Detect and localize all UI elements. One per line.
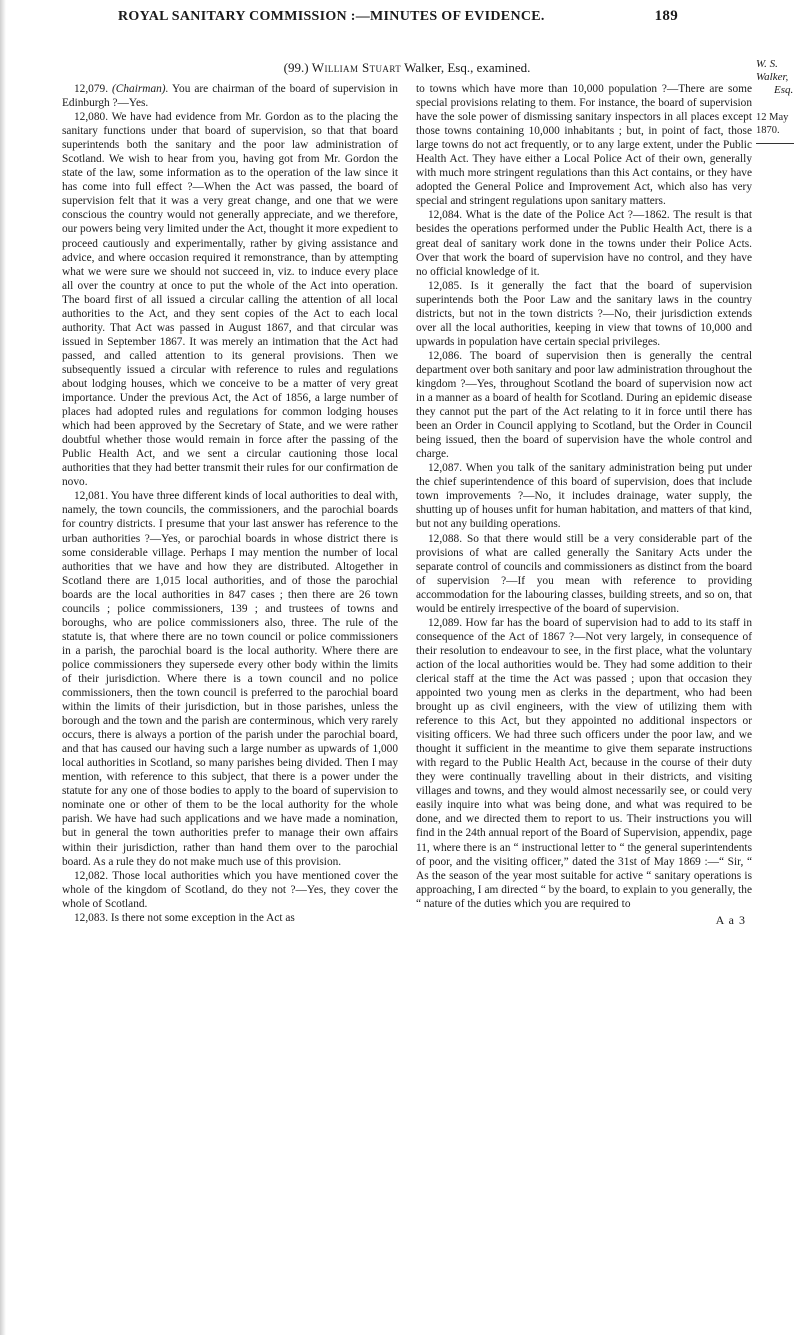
witness-number: (99.) bbox=[283, 60, 309, 75]
margin-witness-title: Esq. bbox=[774, 84, 794, 96]
speaker-label: (Chairman). bbox=[112, 83, 169, 95]
question-number: 12,088. bbox=[428, 532, 463, 545]
left-column bbox=[62, 82, 398, 927]
witness-rest: Walker, Esq., examined. bbox=[404, 60, 531, 75]
paragraph bbox=[416, 349, 752, 461]
text-columns bbox=[62, 82, 752, 927]
paragraph-text: When you talk of the sanitary administration being put under the chief superintendence of this board of supervision, does that include town improvements ?—No, it includes drainage, water supply, the shutting up of houses unfit for human habitation, and matters of that kind, but not any building operations. bbox=[416, 462, 752, 531]
paragraph bbox=[416, 532, 752, 616]
margin-rule bbox=[756, 143, 794, 144]
paragraph-text: How far has the board of supervision had to add to its staff in consequence of the Act of 1867 ?—Not very largely, in consequence of their resolution to endeavour to see, in the first place, what the voluntary action of the local authorities would be. They had some addition to their clerical staff at the time the Act was passed ; upon that occasion they appointed two young men as clerks in the department, who had been brought up as civil engineers, with the view of utilizing them with reference to this Act, but they appointed no additional inspectors or visiting officers. We had three such officers under the poor law, and we thought it sufficient in the meantime to give them separate instructions with regard to the Public Health Act, because in the course of their duty they were continually travelling about in their districts, and visiting villages and towns, and they would almost necessarily see, or could very easily inquire into what was being done, and what was required to be done, and we directed them to report to us. Their instructions you will find in the 24th annual report of the Board of Supervision, appendix, page 11, where there is an “ instructional letter to “ the general superintendents of poor, and the visiting officer,” dated the 31st of May 1869 :—“ Sir, “ As the season of the year most suitable for active “ sanitary operations is approaching, I am directed “ by the board, to explain to you generally, the “ nature of the duties which you are required to bbox=[416, 616, 752, 910]
signature-mark: A a 3 bbox=[715, 912, 746, 927]
paragraph-text: You have three different kinds of local authorities to deal with, namely, the town councils, the commissioners, and the parochial boards for country districts. I presume that your last answer has reference to the urban authorities ?—Yes, or parochial boards in whose district there is some considerable village. Perhaps I may mention the number of local authorities that we have and how they are distributed. Altogether in Scotland there are 1,015 local authorities, and of those the parochial boards are the local authorities in 847 cases ; then there are 26 town councils ; police commissioners, 139 ; and trustees of towns and boroughs, who are police commissioners also, three. The rule of the statute is, that where there are no town council or police commissioners in a parish, the parochial board is the local authority. Where there are police commissioners they supersede every other body within the limits of their jurisdiction. Where there is a town council and no police commissioners, then the town council is preferred to the parochial board within the limits of their jurisdiction, but in those parishes, unless the borough and the town and the parish are conterminous, which very rarely occurs, there is always a portion of the parish under the parochial board, and that has caused our having such a large number as upwards of 1,000 local authorities in Scotland, so many parishes being divided. Then I may mention, with reference to this subject, that there is a power under the statute for any one of those bodies to apply to the board of supervision to nominate one or other of them to be the local authority for the whole parish. We have had such applications and we have made a nomination, but in general the town authorities prefer to manage their own affairs within their jurisdiction, rather than hand them over to the parochial board. As a rule they do not make much use of this provision. bbox=[62, 490, 398, 868]
witness-name: William Stuart bbox=[311, 60, 402, 75]
margin-date: 12 May 1870. bbox=[756, 112, 789, 136]
paragraph-text: Those local authorities which you have mentioned cover the whole of the kingdom of Scotland, do they not ?—Yes, they cover the whole of Scotland. bbox=[62, 869, 398, 910]
paragraph bbox=[62, 82, 398, 110]
paragraph bbox=[62, 110, 398, 489]
paragraph-text: You are chairman of the board of supervision in Edinburgh ?—Yes. bbox=[62, 83, 398, 110]
paragraph bbox=[416, 208, 752, 278]
paragraph-text: We have had evidence from Mr. Gordon as to the placing the sanitary functions under that board of supervision, so that that board superintends both the sanitary and the poor law administration of Scotland. We wish to hear from you, having got from Mr. Gordon the state of the law, some information as to the operation of the law since it has come into full effect ?—When the Act was passed, the board of supervision felt that it was a very great change, and one that we were conscious the country would not generally appreciate, and we therefore, our powers being very limited under the Act, thought it more expedient to proceed cautiously and experimentally, rather by giving assistance and advice, and where occasion required it remonstrance, than by attempting what we were sure we should not succeed in, viz. to induce every place all over the country at once to put the whole of the Act into operation. The board first of all issued a circular calling the attention of all local authorities to the Act, and they sent copies of the Act to each local authority. That Act was passed in August 1867, and that circular was issued in September 1867. It was merely an intimation that the Act had passed, and called attention to its general provisions. Then we subsequently issued a circular with reference to rules and regulations about lodging houses, which we conceive to be a matter of very great importance. Under the previous Act, the Act of 1856, a large number of places had adopted rules and regulations for common lodging houses which had been approved by the Secretary of State, and we were rather doubtful whether those would remain in force after the passing of the Public Health Act, and we sent a circular cautioning those local authorities that they had better transmit their rules for our confirmation de novo. bbox=[62, 111, 398, 489]
page-number: 189 bbox=[654, 8, 678, 24]
paragraph-text: The board of supervision then is generally the central department over both sanitary and poor law administration throughout the kingdom ?—Yes, throughout Scotland the board of supervision now act in a manner as a board of health for Scotland. During an epidemic disease they cannot put the part of the Act relating to it in force until there has been an Order in Council applying to Scotland, but the Order in Council being issued, then the board of supervision have the whole control and charge. bbox=[416, 349, 752, 461]
paragraph bbox=[62, 911, 398, 925]
question-number: 12,086. bbox=[428, 349, 463, 362]
paragraph bbox=[62, 489, 398, 868]
right-column bbox=[416, 82, 752, 927]
paragraph-text: Is there not some exception in the Act as bbox=[110, 911, 295, 924]
margin-note bbox=[756, 58, 800, 144]
question-number: 12,084. bbox=[428, 209, 463, 222]
question-number: 12,079. bbox=[74, 83, 109, 95]
running-header bbox=[118, 8, 678, 25]
binding-shadow bbox=[0, 0, 6, 1335]
paragraph bbox=[416, 461, 752, 531]
paragraph-text: Is it generally the fact that the board of supervision superintends both the Poor Law and the sanitary laws in the country districts, but not in the town districts ?—No, their jurisdiction extends over all the local authorities, keeping in view that towns of 10,000 and upwards in population have certain special privileges. bbox=[416, 279, 752, 348]
paragraph bbox=[62, 869, 398, 911]
question-number: 12,080. bbox=[74, 111, 109, 124]
question-number: 12,081. bbox=[74, 490, 109, 503]
question-number: 12,083. bbox=[74, 911, 109, 924]
paragraph-text: to towns which have more than 10,000 population ?—There are some special provisions relating to them. For instance, the board of supervision have the sole power of dismissing sanitary inspectors in all places except those towns containing 10,000 inhabitants ; but, in point of fact, those large towns do not act frequently, or to any large extent, under the Public Health Act. They have either a Local Police Act of their own, generally with much more stringent regulations than this Act contains, or they have adopted the General Police and Improvement Act, which also has very special and stringent regulations upon sanitary matters. bbox=[416, 83, 752, 208]
witness-heading bbox=[62, 60, 752, 76]
paragraph bbox=[416, 616, 752, 911]
paragraph-text: So that there would still be a very considerable part of the provisions of what are called generally the Sanitary Acts under the separate control of councils and commissioners as distinct from the board of supervision ?—If you mean with reference to providing accommodation for the labouring classes, building streets, and so on, that would be entirely irrespective of the board of supervision. bbox=[416, 532, 752, 615]
paragraph-text: What is the date of the Police Act ?—1862. The result is that besides the operations performed under the Public Health Act, there is a great deal of sanitary work done in the towns under their Police Acts. Over that work the board of supervision have no control, and they have no official knowledge of it. bbox=[416, 209, 752, 278]
paragraph bbox=[416, 279, 752, 349]
margin-witness-name: W. S. Walker, bbox=[756, 58, 789, 83]
question-number: 12,082. bbox=[74, 869, 109, 882]
question-number: 12,087. bbox=[428, 462, 463, 475]
running-title: ROYAL SANITARY COMMISSION :—MINUTES OF EVIDENCE. bbox=[118, 9, 545, 24]
question-number: 12,085. bbox=[428, 279, 463, 292]
paragraph bbox=[416, 82, 752, 208]
question-number: 12,089. bbox=[428, 616, 463, 629]
